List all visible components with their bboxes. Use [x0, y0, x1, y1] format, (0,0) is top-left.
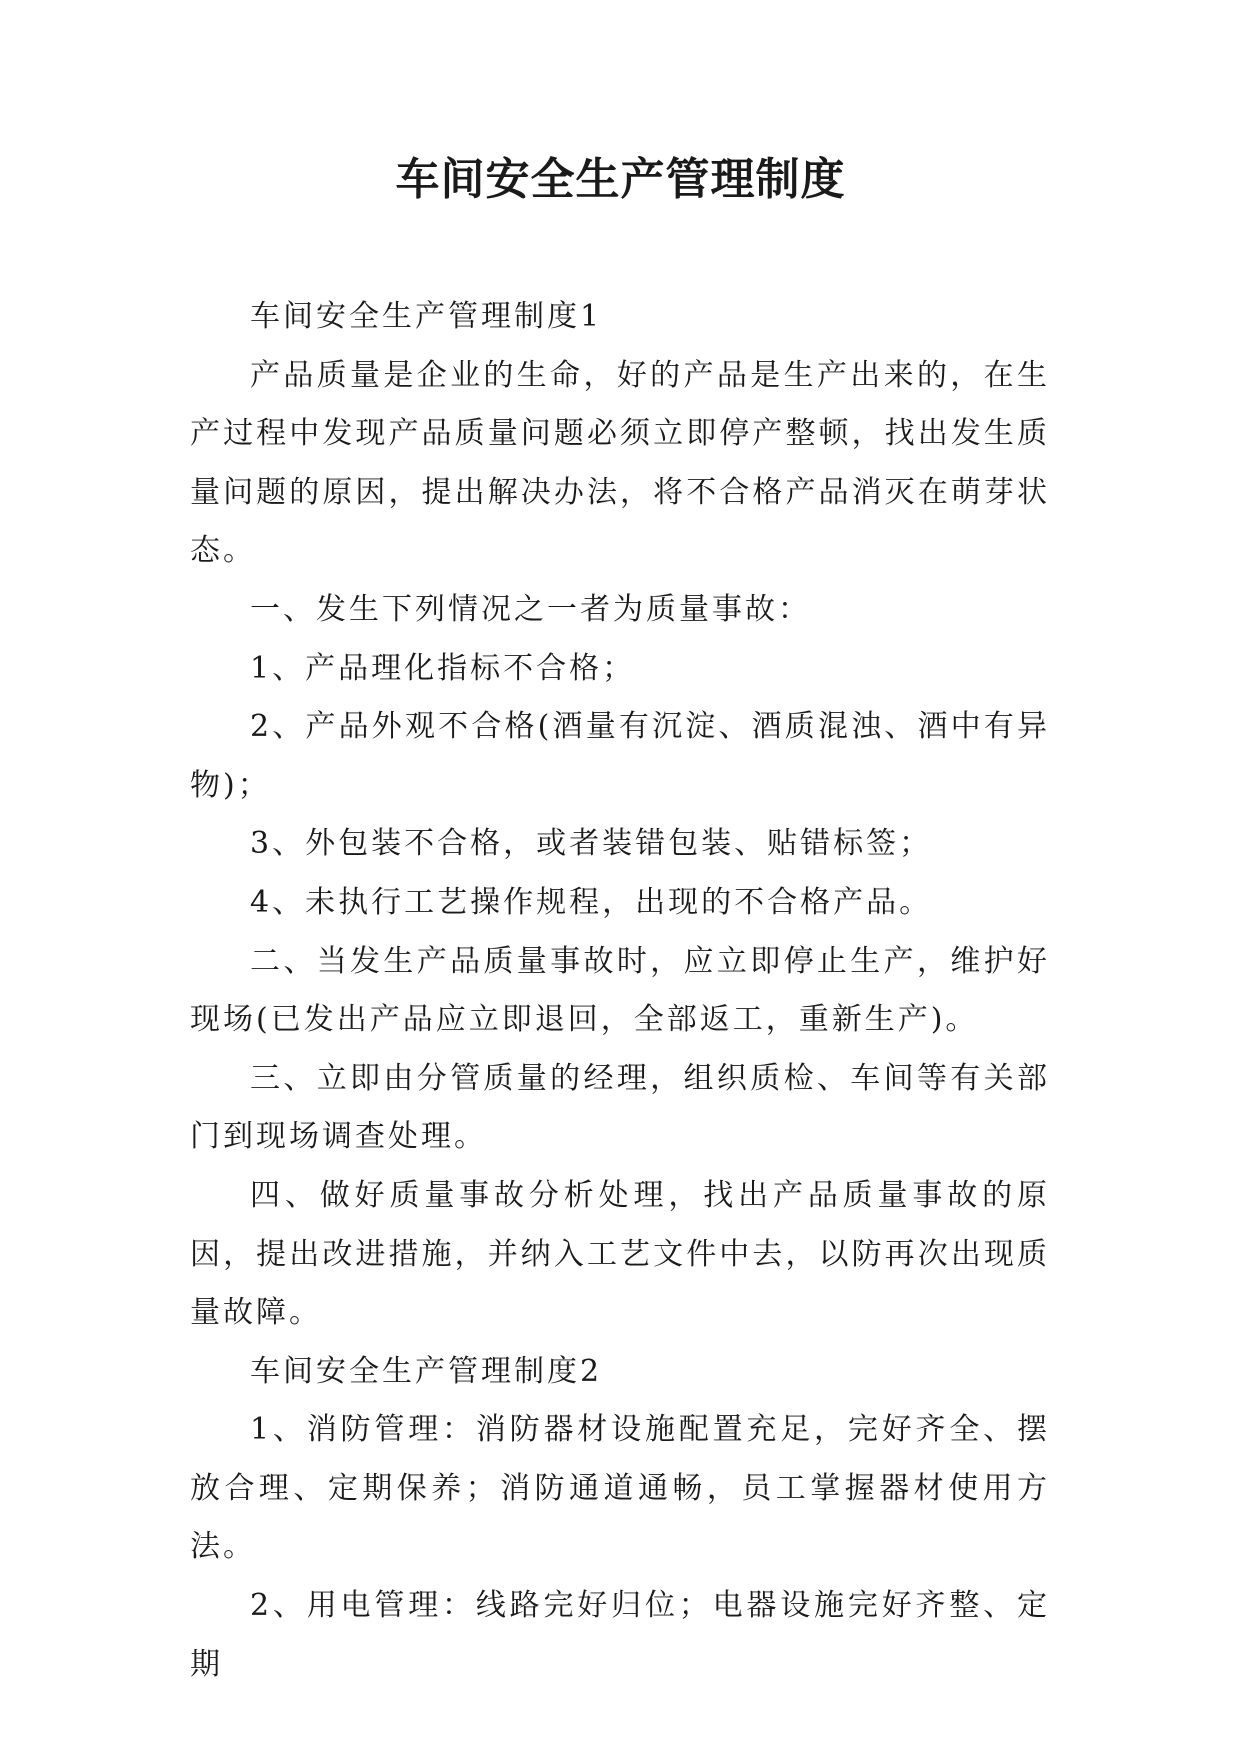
list-item: 3、外包装不合格，或者装错包装、贴错标签；: [250, 826, 933, 862]
document-body: [190, 288, 1050, 1694]
list-item: 1、产品理化指标不合格；: [250, 650, 636, 686]
document-title: 车间安全生产管理制度: [395, 154, 846, 205]
paragraph: 四、做好质量事故分析处理，找出产品质量事故的原因，提出改进措施，并纳入工艺文件中去，以防再次出现质量故障。: [190, 1177, 1050, 1331]
paragraph: 一、发生下列情况之一者为质量事故：: [250, 591, 811, 627]
paragraph: 产品质量是企业的生命，好的产品是生产出来的，在生产过程中发现产品质量问题必须立即停产整顿，找出发生质量问题的原因，提出解决办法，将不合格产品消灭在萌芽状态。: [190, 357, 1050, 569]
paragraph: 二、当发生产品质量事故时，应立即停止生产，维护好现场(已发出产品应立即退回，全部返工，重新生产)。: [190, 943, 1050, 1038]
paragraph: 三、立即由分管质量的经理，组织质检、车间等有关部门到现场调查处理。: [190, 1060, 1050, 1155]
section-heading-1: 车间安全生产管理制度1: [250, 299, 603, 334]
list-item: 1、消防管理：消防器材设施配置充足，完好齐全、摆放合理、定期保养；消防通道通畅，员工掌握器材使用方法。: [190, 1412, 1050, 1565]
list-item: 2、用电管理：线路完好归位；电器设施完好齐整、定期: [190, 1588, 1050, 1682]
section-heading-2: 车间安全生产管理制度2: [250, 1353, 603, 1389]
list-item: 4、未执行工艺操作规程，出现的不合格产品。: [250, 884, 933, 920]
list-item: 2、产品外观不合格(酒量有沉淀、酒质混浊、酒中有异物)；: [190, 709, 1050, 803]
